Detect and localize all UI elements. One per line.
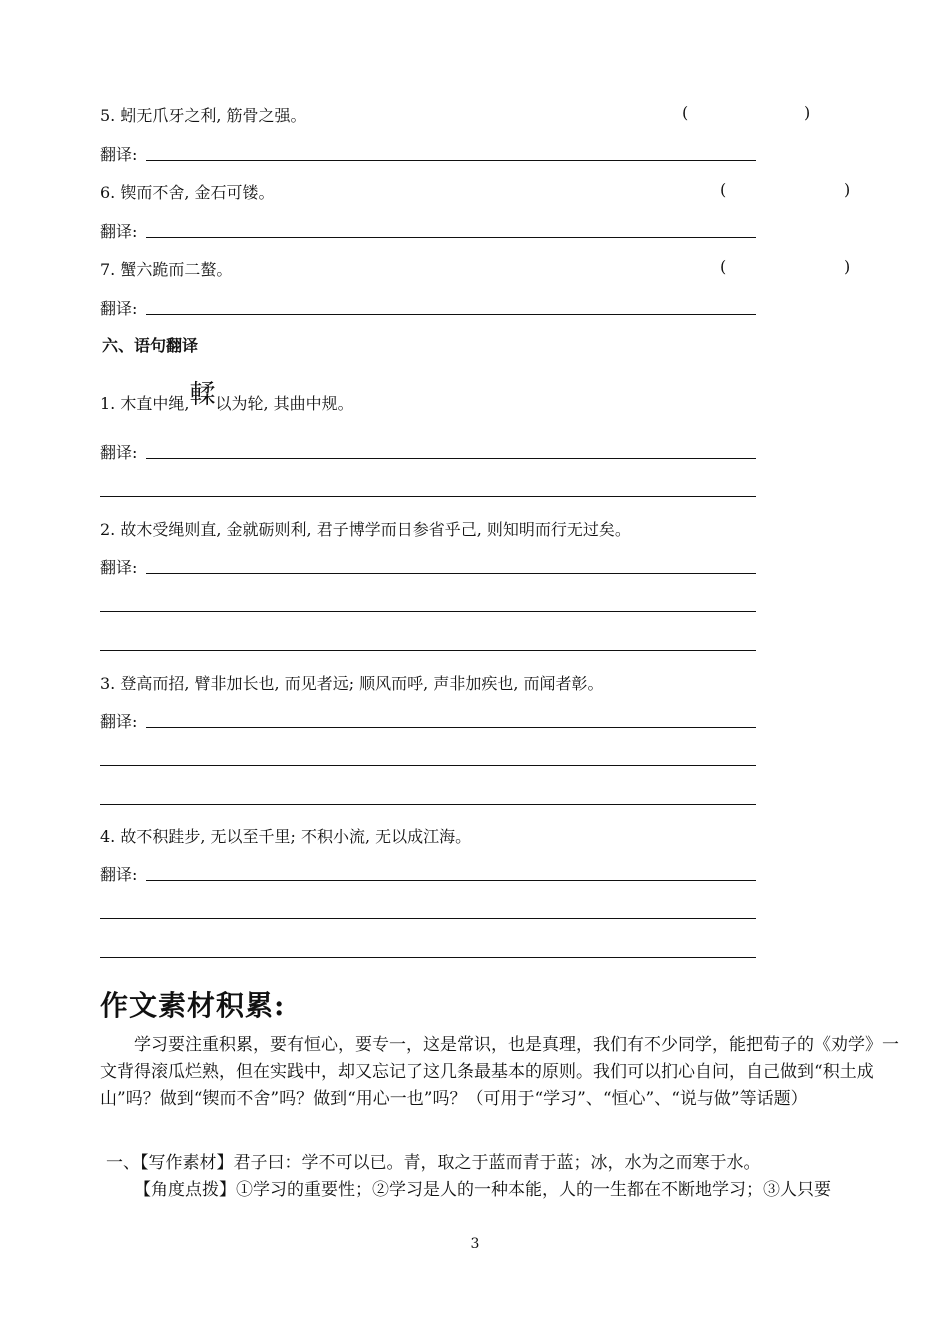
- essay-material-heading: 作文素材积累:: [100, 989, 286, 1022]
- q1-large-char: 輮: [189, 380, 216, 410]
- q3-answer-line-2[interactable]: [100, 765, 756, 766]
- item-6-paren-close: ): [844, 180, 851, 199]
- section-6-heading: 六、语句翻译: [102, 336, 199, 355]
- q3-answer-line-3[interactable]: [100, 804, 756, 805]
- q4-text: 4. 故不积跬步, 无以至千里; 不积小流, 无以成江海。: [100, 827, 472, 846]
- page-number: 3: [470, 1236, 480, 1252]
- item-5-answer-line[interactable]: [146, 160, 756, 161]
- essay-paragraph-1: 学习要注重积累，要有恒心，要专一，这是常识，也是真理，我们有不少同学，能把荀子的《劝学》一文背得滚瓜烂熟，但在实践中，却又忘记了这几条最基本的原则。我们可以扪心自问，自己做到“积土成山”吗？做到“锲而不舍”吗？做到“用心一也”吗？（可用于“学习”、“恒心”、“说与做”等话题）: [100, 1035, 899, 1109]
- item-7-text: 7. 蟹六跪而二螯。: [100, 260, 233, 279]
- item-7-translation-label: 翻译:: [100, 299, 138, 318]
- item-7-answer-line[interactable]: [146, 314, 756, 315]
- item-7-paren-open: (: [720, 257, 727, 276]
- writing-material-line: 一、【写作素材】君子曰：学不可以已。青，取之于蓝而青于蓝；冰，水为之而寒于水。: [106, 1153, 761, 1173]
- q4-answer-line-2[interactable]: [100, 918, 756, 919]
- q3-translation-label: 翻译:: [100, 712, 138, 731]
- q1-text: [100, 380, 354, 417]
- item-6-answer-line[interactable]: [146, 237, 756, 238]
- q2-translation-label: 翻译:: [100, 558, 138, 577]
- q2-text: 2. 故木受绳则直, 金就砺则利, 君子博学而日参省乎己, 则知明而行无过矣。: [100, 520, 631, 539]
- q3-text: 3. 登高而招, 臂非加长也, 而见者远; 顺风而呼, 声非加疾也, 而闻者彰。: [100, 674, 604, 693]
- q1-answer-line-1[interactable]: [146, 458, 756, 459]
- q4-translation-label: 翻译:: [100, 865, 138, 884]
- item-6-text: 6. 锲而不舍, 金石可镂。: [100, 183, 275, 202]
- item-6-paren-open: (: [720, 180, 727, 199]
- q4-answer-line-1[interactable]: [146, 880, 756, 881]
- q1-text-after: 以为轮, 其曲中规。: [215, 394, 354, 413]
- q3-answer-line-1[interactable]: [146, 727, 756, 728]
- q1-translation-label: 翻译:: [100, 443, 138, 462]
- q4-answer-line-3[interactable]: [100, 957, 756, 958]
- item-5-paren-close: ): [804, 103, 811, 122]
- q2-answer-line-3[interactable]: [100, 650, 756, 651]
- q1-text-before: 1. 木直中绳,: [100, 394, 190, 413]
- q2-answer-line-1[interactable]: [146, 573, 756, 574]
- item-7-paren-close: ): [844, 257, 851, 276]
- q2-answer-line-2[interactable]: [100, 611, 756, 612]
- item-5-translation-label: 翻译:: [100, 145, 138, 164]
- item-5-text: 5. 蚓无爪牙之利, 筋骨之强。: [100, 106, 307, 125]
- item-6-translation-label: 翻译:: [100, 222, 138, 241]
- angle-tips-line: 【角度点拨】①学习的重要性；②学习是人的一种本能，人的一生都在不断地学习；③人只要: [134, 1180, 831, 1200]
- q1-answer-line-2[interactable]: [100, 496, 756, 497]
- item-5-paren-open: (: [682, 103, 689, 122]
